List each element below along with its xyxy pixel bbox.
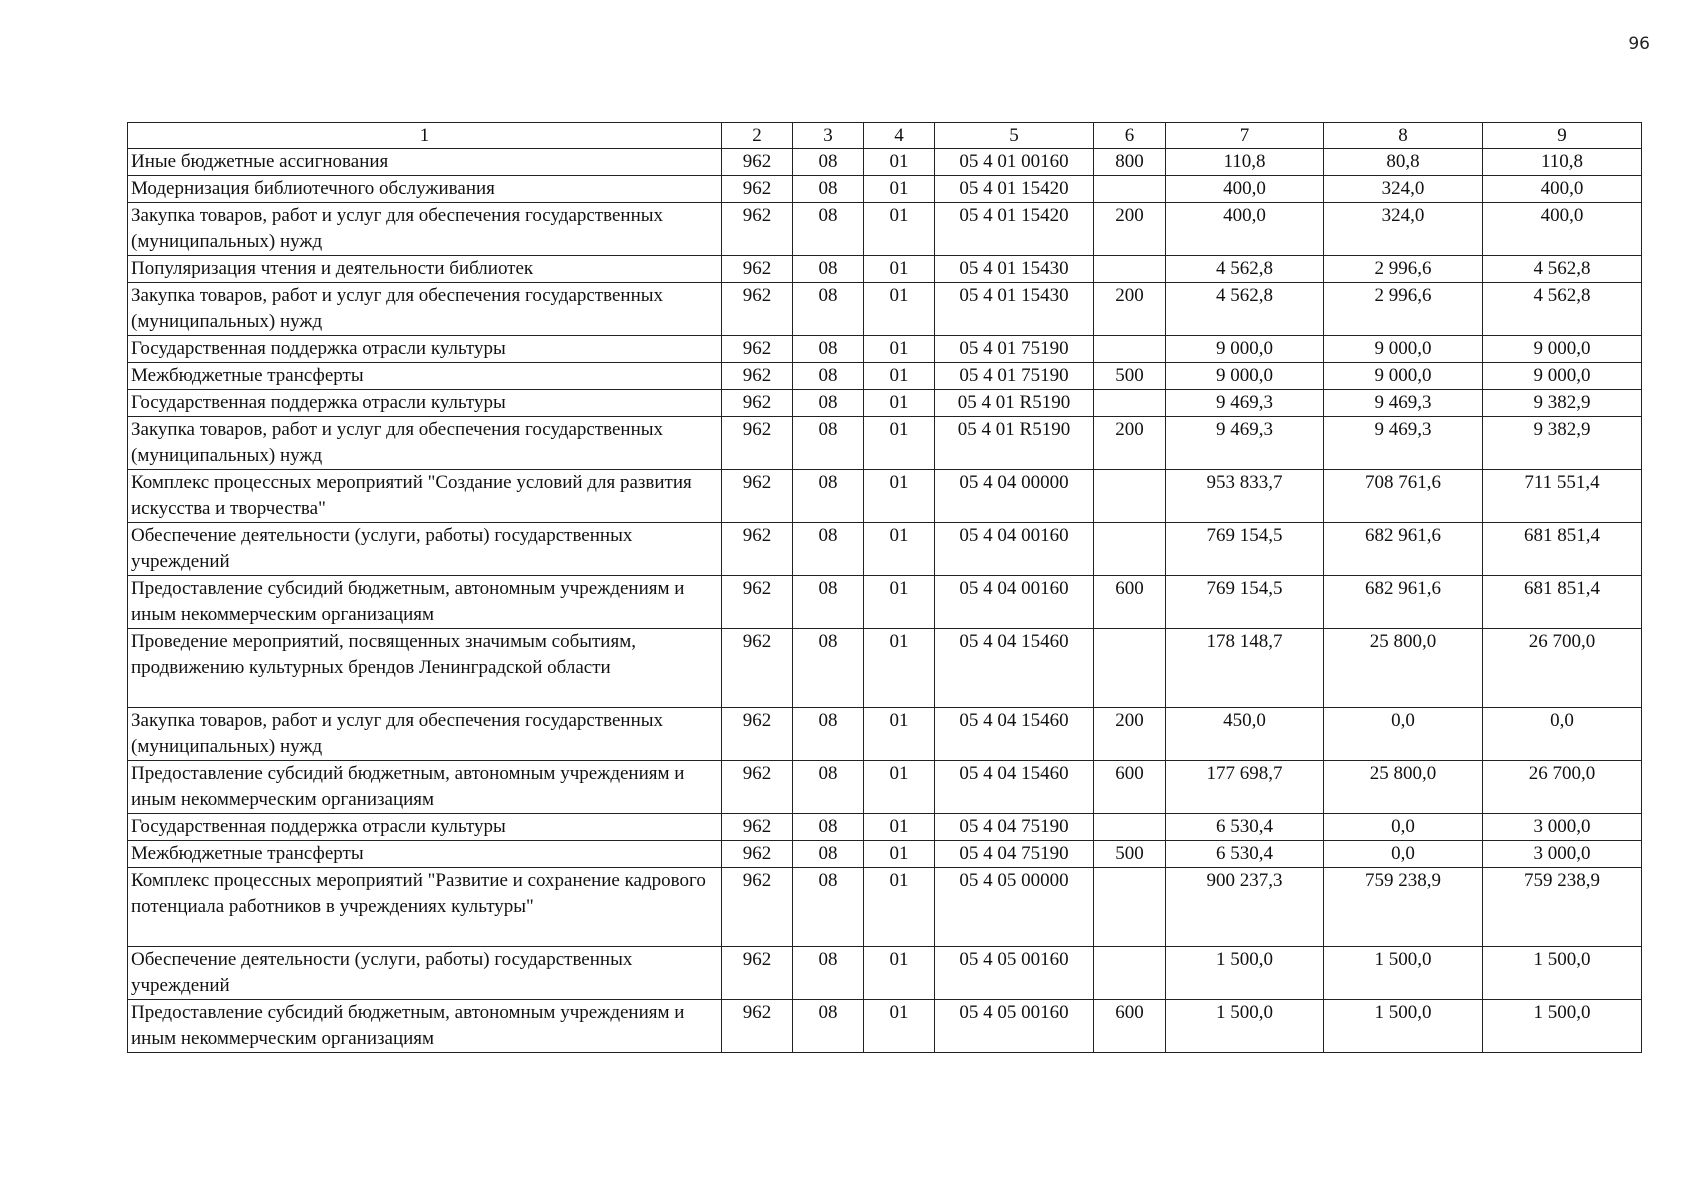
row-subsection-code: 01 xyxy=(864,149,935,176)
table-row xyxy=(128,947,1642,1000)
row-section-code: 08 xyxy=(793,203,864,256)
row-name: Комплекс процессных мероприятий "Развитие и сохранение кадрового потенциала работников в учреждениях культуры" xyxy=(128,868,722,947)
row-section-code: 08 xyxy=(793,629,864,708)
row-expense-type: 600 xyxy=(1094,1000,1166,1053)
row-target-code: 05 4 01 15420 xyxy=(935,203,1094,256)
row-amount-col9: 1 500,0 xyxy=(1483,947,1642,1000)
row-amount-col8: 2 996,6 xyxy=(1324,256,1483,283)
row-amount-col7: 1 500,0 xyxy=(1166,947,1324,1000)
page-number: 96 xyxy=(1628,34,1650,54)
table-row xyxy=(128,149,1642,176)
table-row xyxy=(128,363,1642,390)
table-row xyxy=(128,1000,1642,1053)
row-amount-col9: 9 382,9 xyxy=(1483,390,1642,417)
row-section-code: 08 xyxy=(793,417,864,470)
row-ministry-code: 962 xyxy=(722,149,793,176)
row-target-code: 05 4 01 75190 xyxy=(935,336,1094,363)
row-amount-col9: 26 700,0 xyxy=(1483,761,1642,814)
row-amount-col7: 6 530,4 xyxy=(1166,841,1324,868)
row-expense-type: 200 xyxy=(1094,708,1166,761)
row-amount-col7: 9 469,3 xyxy=(1166,417,1324,470)
table-header-row xyxy=(128,123,1642,149)
row-name: Государственная поддержка отрасли культуры xyxy=(128,814,722,841)
header-col-7: 7 xyxy=(1166,123,1324,149)
row-expense-type: 200 xyxy=(1094,417,1166,470)
row-subsection-code: 01 xyxy=(864,576,935,629)
row-amount-col7: 9 000,0 xyxy=(1166,363,1324,390)
row-target-code: 05 4 05 00000 xyxy=(935,868,1094,947)
row-section-code: 08 xyxy=(793,761,864,814)
row-amount-col7: 400,0 xyxy=(1166,176,1324,203)
row-ministry-code: 962 xyxy=(722,417,793,470)
row-target-code: 05 4 04 00000 xyxy=(935,470,1094,523)
table-row xyxy=(128,576,1642,629)
row-name: Государственная поддержка отрасли культуры xyxy=(128,390,722,417)
table-row xyxy=(128,708,1642,761)
row-ministry-code: 962 xyxy=(722,283,793,336)
row-name: Иные бюджетные ассигнования xyxy=(128,149,722,176)
row-target-code: 05 4 05 00160 xyxy=(935,947,1094,1000)
row-ministry-code: 962 xyxy=(722,256,793,283)
row-target-code: 05 4 01 00160 xyxy=(935,149,1094,176)
row-ministry-code: 962 xyxy=(722,841,793,868)
row-target-code: 05 4 01 R5190 xyxy=(935,417,1094,470)
row-name: Закупка товаров, работ и услуг для обеспечения государственных (муниципальных) нужд xyxy=(128,283,722,336)
row-ministry-code: 962 xyxy=(722,390,793,417)
row-amount-col9: 4 562,8 xyxy=(1483,283,1642,336)
header-col-6: 6 xyxy=(1094,123,1166,149)
row-amount-col9: 681 851,4 xyxy=(1483,523,1642,576)
row-subsection-code: 01 xyxy=(864,203,935,256)
row-section-code: 08 xyxy=(793,256,864,283)
row-subsection-code: 01 xyxy=(864,841,935,868)
row-expense-type xyxy=(1094,947,1166,1000)
row-section-code: 08 xyxy=(793,708,864,761)
row-name: Межбюджетные трансферты xyxy=(128,841,722,868)
row-amount-col9: 9 000,0 xyxy=(1483,336,1642,363)
row-ministry-code: 962 xyxy=(722,1000,793,1053)
row-subsection-code: 01 xyxy=(864,283,935,336)
row-amount-col9: 110,8 xyxy=(1483,149,1642,176)
table-row xyxy=(128,283,1642,336)
row-amount-col7: 400,0 xyxy=(1166,203,1324,256)
table-row xyxy=(128,523,1642,576)
row-subsection-code: 01 xyxy=(864,947,935,1000)
row-amount-col9: 9 000,0 xyxy=(1483,363,1642,390)
row-ministry-code: 962 xyxy=(722,868,793,947)
row-section-code: 08 xyxy=(793,336,864,363)
row-amount-col7: 6 530,4 xyxy=(1166,814,1324,841)
row-section-code: 08 xyxy=(793,390,864,417)
row-name: Закупка товаров, работ и услуг для обеспечения государственных (муниципальных) нужд xyxy=(128,417,722,470)
row-amount-col8: 708 761,6 xyxy=(1324,470,1483,523)
row-expense-type: 200 xyxy=(1094,283,1166,336)
row-target-code: 05 4 01 75190 xyxy=(935,363,1094,390)
row-amount-col9: 9 382,9 xyxy=(1483,417,1642,470)
row-subsection-code: 01 xyxy=(864,256,935,283)
table-row xyxy=(128,417,1642,470)
row-amount-col7: 769 154,5 xyxy=(1166,523,1324,576)
row-target-code: 05 4 05 00160 xyxy=(935,1000,1094,1053)
row-amount-col8: 759 238,9 xyxy=(1324,868,1483,947)
row-expense-type xyxy=(1094,868,1166,947)
row-amount-col9: 759 238,9 xyxy=(1483,868,1642,947)
row-amount-col8: 9 000,0 xyxy=(1324,336,1483,363)
row-name: Закупка товаров, работ и услуг для обеспечения государственных (муниципальных) нужд xyxy=(128,708,722,761)
row-amount-col8: 25 800,0 xyxy=(1324,761,1483,814)
row-subsection-code: 01 xyxy=(864,761,935,814)
row-amount-col9: 3 000,0 xyxy=(1483,814,1642,841)
row-amount-col9: 681 851,4 xyxy=(1483,576,1642,629)
row-amount-col7: 953 833,7 xyxy=(1166,470,1324,523)
row-name: Межбюджетные трансферты xyxy=(128,363,722,390)
row-section-code: 08 xyxy=(793,576,864,629)
row-expense-type: 600 xyxy=(1094,761,1166,814)
row-amount-col9: 400,0 xyxy=(1483,203,1642,256)
row-expense-type: 800 xyxy=(1094,149,1166,176)
table-row xyxy=(128,868,1642,947)
row-target-code: 05 4 04 15460 xyxy=(935,708,1094,761)
table-row xyxy=(128,470,1642,523)
row-target-code: 05 4 04 00160 xyxy=(935,523,1094,576)
row-subsection-code: 01 xyxy=(864,176,935,203)
row-amount-col8: 0,0 xyxy=(1324,708,1483,761)
row-subsection-code: 01 xyxy=(864,708,935,761)
row-amount-col8: 682 961,6 xyxy=(1324,576,1483,629)
row-amount-col7: 1 500,0 xyxy=(1166,1000,1324,1053)
row-section-code: 08 xyxy=(793,363,864,390)
row-amount-col9: 4 562,8 xyxy=(1483,256,1642,283)
row-ministry-code: 962 xyxy=(722,708,793,761)
row-amount-col8: 9 469,3 xyxy=(1324,390,1483,417)
row-ministry-code: 962 xyxy=(722,947,793,1000)
table-row xyxy=(128,841,1642,868)
row-subsection-code: 01 xyxy=(864,1000,935,1053)
row-subsection-code: 01 xyxy=(864,814,935,841)
row-subsection-code: 01 xyxy=(864,470,935,523)
row-name: Закупка товаров, работ и услуг для обеспечения государственных (муниципальных) нужд xyxy=(128,203,722,256)
row-target-code: 05 4 04 75190 xyxy=(935,814,1094,841)
row-ministry-code: 962 xyxy=(722,814,793,841)
row-expense-type xyxy=(1094,470,1166,523)
row-amount-col7: 4 562,8 xyxy=(1166,256,1324,283)
row-ministry-code: 962 xyxy=(722,629,793,708)
table-row xyxy=(128,814,1642,841)
row-name: Модернизация библиотечного обслуживания xyxy=(128,176,722,203)
row-name: Обеспечение деятельности (услуги, работы) государственных учреждений xyxy=(128,523,722,576)
row-section-code: 08 xyxy=(793,149,864,176)
row-expense-type xyxy=(1094,390,1166,417)
budget-table xyxy=(127,122,1642,1053)
table-row xyxy=(128,336,1642,363)
row-ministry-code: 962 xyxy=(722,523,793,576)
row-subsection-code: 01 xyxy=(864,390,935,417)
row-amount-col8: 0,0 xyxy=(1324,814,1483,841)
header-col-8: 8 xyxy=(1324,123,1483,149)
row-amount-col9: 3 000,0 xyxy=(1483,841,1642,868)
row-amount-col7: 450,0 xyxy=(1166,708,1324,761)
row-name: Предоставление субсидий бюджетным, автономным учреждениям и иным некоммерческим организациям xyxy=(128,1000,722,1053)
row-section-code: 08 xyxy=(793,814,864,841)
row-expense-type xyxy=(1094,256,1166,283)
row-amount-col7: 178 148,7 xyxy=(1166,629,1324,708)
row-amount-col8: 682 961,6 xyxy=(1324,523,1483,576)
header-col-5: 5 xyxy=(935,123,1094,149)
row-section-code: 08 xyxy=(793,523,864,576)
row-section-code: 08 xyxy=(793,868,864,947)
row-name: Проведение мероприятий, посвященных значимым событиям, продвижению культурных брендов Ленинградской области xyxy=(128,629,722,708)
row-section-code: 08 xyxy=(793,841,864,868)
row-amount-col9: 1 500,0 xyxy=(1483,1000,1642,1053)
row-expense-type: 500 xyxy=(1094,363,1166,390)
row-target-code: 05 4 01 15420 xyxy=(935,176,1094,203)
row-expense-type: 600 xyxy=(1094,576,1166,629)
header-col-3: 3 xyxy=(793,123,864,149)
row-amount-col8: 324,0 xyxy=(1324,176,1483,203)
row-subsection-code: 01 xyxy=(864,629,935,708)
header-col-4: 4 xyxy=(864,123,935,149)
row-subsection-code: 01 xyxy=(864,417,935,470)
row-ministry-code: 962 xyxy=(722,336,793,363)
row-name: Комплекс процессных мероприятий "Создание условий для развития искусства и творчества" xyxy=(128,470,722,523)
row-ministry-code: 962 xyxy=(722,576,793,629)
row-amount-col8: 324,0 xyxy=(1324,203,1483,256)
row-section-code: 08 xyxy=(793,947,864,1000)
row-target-code: 05 4 04 75190 xyxy=(935,841,1094,868)
row-amount-col9: 400,0 xyxy=(1483,176,1642,203)
row-amount-col8: 9 000,0 xyxy=(1324,363,1483,390)
row-expense-type xyxy=(1094,336,1166,363)
row-target-code: 05 4 04 15460 xyxy=(935,629,1094,708)
header-col-2: 2 xyxy=(722,123,793,149)
row-amount-col7: 900 237,3 xyxy=(1166,868,1324,947)
header-col-1: 1 xyxy=(128,123,722,149)
row-amount-col7: 177 698,7 xyxy=(1166,761,1324,814)
row-amount-col7: 9 469,3 xyxy=(1166,390,1324,417)
row-ministry-code: 962 xyxy=(722,176,793,203)
row-expense-type: 200 xyxy=(1094,203,1166,256)
row-section-code: 08 xyxy=(793,176,864,203)
row-subsection-code: 01 xyxy=(864,868,935,947)
row-expense-type xyxy=(1094,629,1166,708)
table-row xyxy=(128,629,1642,708)
row-target-code: 05 4 04 00160 xyxy=(935,576,1094,629)
row-amount-col8: 1 500,0 xyxy=(1324,947,1483,1000)
row-amount-col8: 2 996,6 xyxy=(1324,283,1483,336)
row-amount-col7: 9 000,0 xyxy=(1166,336,1324,363)
row-section-code: 08 xyxy=(793,283,864,336)
table-row xyxy=(128,176,1642,203)
row-amount-col8: 25 800,0 xyxy=(1324,629,1483,708)
row-amount-col9: 26 700,0 xyxy=(1483,629,1642,708)
table-row xyxy=(128,256,1642,283)
row-amount-col8: 80,8 xyxy=(1324,149,1483,176)
row-section-code: 08 xyxy=(793,470,864,523)
row-target-code: 05 4 01 R5190 xyxy=(935,390,1094,417)
row-expense-type xyxy=(1094,814,1166,841)
row-amount-col9: 0,0 xyxy=(1483,708,1642,761)
row-amount-col8: 0,0 xyxy=(1324,841,1483,868)
row-subsection-code: 01 xyxy=(864,363,935,390)
row-ministry-code: 962 xyxy=(722,203,793,256)
row-expense-type xyxy=(1094,176,1166,203)
row-subsection-code: 01 xyxy=(864,336,935,363)
row-ministry-code: 962 xyxy=(722,363,793,390)
row-name: Обеспечение деятельности (услуги, работы) государственных учреждений xyxy=(128,947,722,1000)
row-expense-type xyxy=(1094,523,1166,576)
row-name: Предоставление субсидий бюджетным, автономным учреждениям и иным некоммерческим организациям xyxy=(128,761,722,814)
row-target-code: 05 4 04 15460 xyxy=(935,761,1094,814)
table-row xyxy=(128,203,1642,256)
row-subsection-code: 01 xyxy=(864,523,935,576)
row-amount-col9: 711 551,4 xyxy=(1483,470,1642,523)
row-amount-col8: 1 500,0 xyxy=(1324,1000,1483,1053)
row-amount-col7: 769 154,5 xyxy=(1166,576,1324,629)
row-amount-col7: 110,8 xyxy=(1166,149,1324,176)
row-target-code: 05 4 01 15430 xyxy=(935,256,1094,283)
row-amount-col7: 4 562,8 xyxy=(1166,283,1324,336)
row-name: Предоставление субсидий бюджетным, автономным учреждениям и иным некоммерческим организациям xyxy=(128,576,722,629)
row-target-code: 05 4 01 15430 xyxy=(935,283,1094,336)
row-name: Государственная поддержка отрасли культуры xyxy=(128,336,722,363)
row-name: Популяризация чтения и деятельности библиотек xyxy=(128,256,722,283)
table-row xyxy=(128,761,1642,814)
row-expense-type: 500 xyxy=(1094,841,1166,868)
row-section-code: 08 xyxy=(793,1000,864,1053)
row-ministry-code: 962 xyxy=(722,761,793,814)
header-col-9: 9 xyxy=(1483,123,1642,149)
table-row xyxy=(128,390,1642,417)
row-ministry-code: 962 xyxy=(722,470,793,523)
row-amount-col8: 9 469,3 xyxy=(1324,417,1483,470)
